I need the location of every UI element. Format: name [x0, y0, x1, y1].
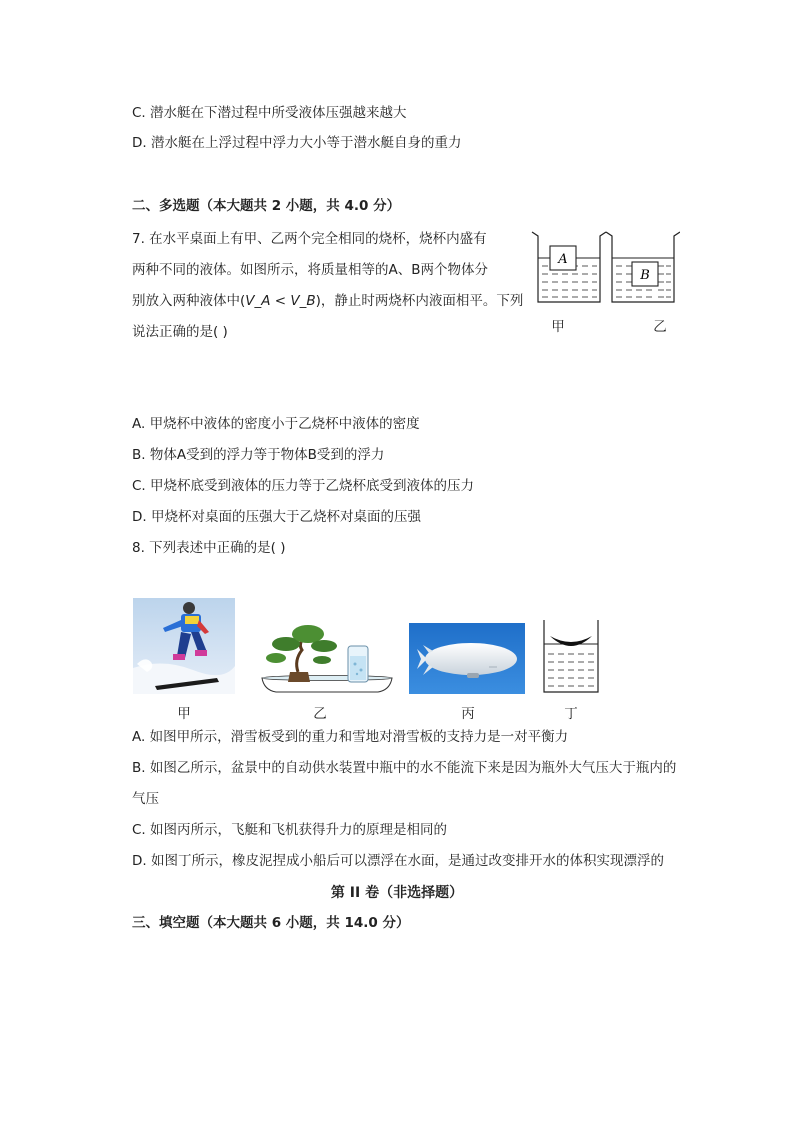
q7-line1: 7. 在水平桌面上有甲、乙两个完全相同的烧杯，烧杯内盛有 — [132, 231, 487, 247]
q8-caption-jia: 甲 — [177, 706, 191, 722]
q8-image-clay-boat — [540, 618, 602, 694]
section3-title: 三、填空题（本大题共 6 小题，共 14.0 分） — [132, 915, 410, 931]
q8-option-b-line1: B. 如图乙所示，盆景中的自动供水装置中瓶中的水不能流下来是因为瓶外大气压大于瓶内的 — [132, 760, 677, 776]
beaker-yi — [606, 232, 680, 302]
q6-option-d: D. 潜水艇在上浮过程中浮力大小等于潜水艇自身的重力 — [132, 135, 462, 151]
part2-title: 第 II 卷（非选择题） — [330, 885, 464, 901]
q7-line3-pre: 别放入两种液体中( — [132, 293, 246, 309]
q8-caption-bing: 丙 — [461, 706, 475, 722]
q8-image-airship — [409, 623, 525, 694]
block-a-label: A — [558, 252, 568, 267]
q7-beakers-figure — [520, 226, 680, 312]
q6-option-c: C. 潜水艇在下潜过程中所受液体压强越来越大 — [132, 105, 407, 121]
q8-caption-yi: 乙 — [313, 706, 327, 722]
q8-image-snowboarder — [133, 598, 235, 694]
q7-option-d: D. 甲烧杯对桌面的压强大于乙烧杯对桌面的压强 — [132, 509, 421, 525]
block-b-label: B — [640, 268, 650, 283]
q8-caption-ding: 丁 — [564, 706, 578, 722]
q8-stem: 8. 下列表述中正确的是( ) — [132, 540, 286, 556]
q7-line3 — [132, 291, 523, 311]
q8-option-c: C. 如图丙所示，飞艇和飞机获得升力的原理是相同的 — [132, 822, 448, 838]
q7-option-c: C. 甲烧杯底受到液体的压力等于乙烧杯底受到液体的压力 — [132, 478, 475, 494]
q7-line4: 说法正确的是( ) — [132, 324, 228, 340]
section2-title: 二、多选题（本大题共 2 小题，共 4.0 分） — [132, 198, 401, 214]
q8-image-bonsai-water-supply — [258, 620, 396, 698]
q7-line3-post: )，静止时两烧杯内液面相平。下列 — [315, 293, 524, 309]
q8-option-a: A. 如图甲所示，滑雪板受到的重力和雪地对滑雪板的支持力是一对平衡力 — [132, 729, 569, 745]
beaker-jia — [532, 232, 606, 302]
q7-option-b: B. 物体A受到的浮力等于物体B受到的浮力 — [132, 447, 385, 463]
q7-caption-yi: 乙 — [653, 319, 667, 335]
q8-option-b-line2: 气压 — [132, 791, 159, 807]
q7-line2: 两种不同的液体。如图所示，将质量相等的A、B两个物体分 — [132, 262, 488, 278]
q7-option-a: A. 甲烧杯中液体的密度小于乙烧杯中液体的密度 — [132, 416, 420, 432]
q8-option-d: D. 如图丁所示，橡皮泥捏成小船后可以漂浮在水面，是通过改变排开水的体积实现漂浮的 — [132, 853, 664, 869]
q7-caption-jia: 甲 — [551, 319, 565, 335]
q7-volume-relation: V_A < V_B — [245, 293, 316, 309]
